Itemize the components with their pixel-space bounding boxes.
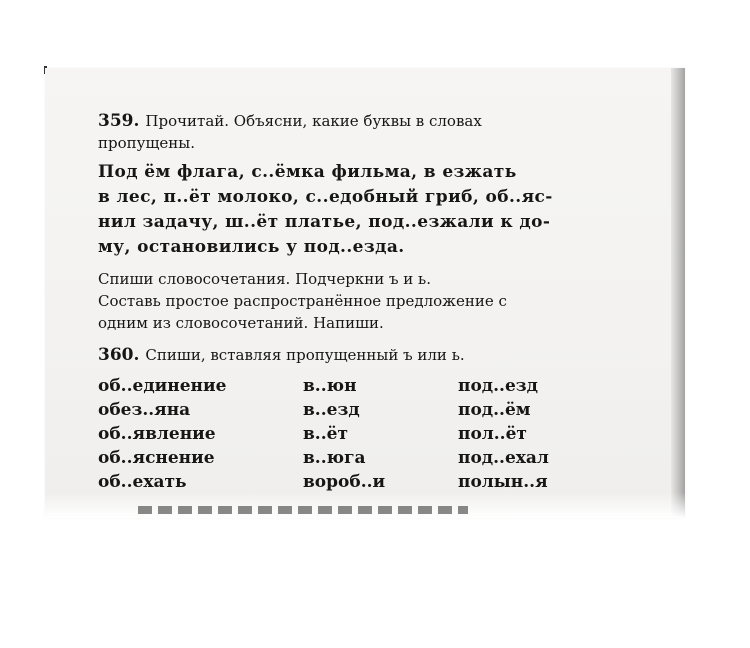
ex360-column-3 [458, 374, 608, 494]
ex360-word: под..ём [458, 400, 531, 420]
ex360-word: обез..яна [98, 400, 191, 420]
ex360-word: об..яснение [98, 448, 215, 468]
ex360-word-columns [98, 374, 653, 494]
ex360-word: в..езд [303, 400, 360, 420]
ex360-word: под..езд [458, 376, 538, 396]
ex359-text-line: в лес, п..ёт молоко, с..едобный гриб, об..яс- [98, 187, 553, 207]
ex360-word: об..единение [98, 376, 227, 396]
ex359-task-line1: Спиши словосочетания. Подчеркни ъ и ь. [98, 270, 431, 288]
ex359-text-line: нил задачу, ш..ёт платье, под..езжали к до- [98, 212, 551, 232]
page-bottom-fade [45, 492, 685, 518]
ex360-word: в..юга [303, 448, 366, 468]
ex360-word: в..юн [303, 376, 357, 396]
ex360-word: об..явление [98, 424, 216, 444]
ex360-instruction: Спиши, вставляя пропущенный ъ или ь. [145, 346, 465, 364]
ex359-number: 359. [98, 111, 140, 131]
ex360-word: под..ехал [458, 448, 549, 468]
page-content [98, 110, 653, 494]
ex360-column-2 [303, 374, 458, 494]
ex359-task-line3: одним из словосочетаний. Напиши. [98, 314, 384, 332]
ex360-word: об..ехать [98, 472, 187, 492]
ex359-task-line2: Составь простое распространённое предложение с [98, 292, 507, 310]
ex360-heading [98, 344, 653, 366]
ex359-instruction-line2: пропущены. [98, 134, 195, 152]
ex359-text-line: му, остановились у под..езда. [98, 237, 405, 257]
ex360-word: полын..я [458, 472, 548, 492]
ex360-word: вороб..и [303, 472, 386, 492]
ex359-heading [98, 110, 653, 132]
page-edge-shadow [671, 68, 685, 518]
cut-off-text-line [138, 506, 468, 514]
ex359-text-line: Под ём флага, с..ёмка фильма, в езжать [98, 162, 517, 182]
ex360-word: пол..ёт [458, 424, 527, 444]
ex360-column-1 [98, 374, 303, 494]
ex360-word: в..ёт [303, 424, 348, 444]
ex360-number: 360. [98, 345, 140, 365]
ex359-instruction-line1: Прочитай. Объясни, какие буквы в словах [145, 112, 482, 130]
